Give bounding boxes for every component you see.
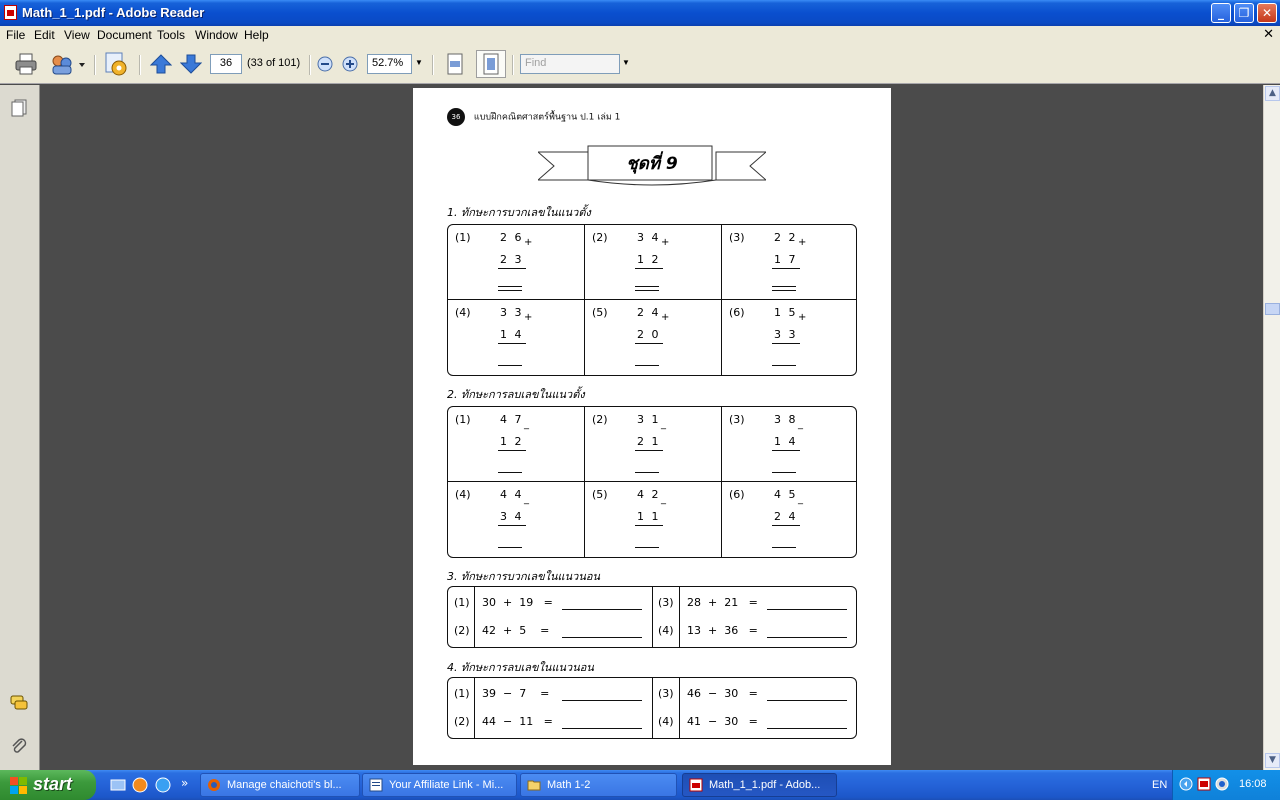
- problem-operand-1: 4 4: [500, 488, 524, 501]
- problem-expression: 28 + 21 =: [687, 596, 758, 609]
- answer-blank[interactable]: [767, 728, 847, 729]
- task-label: Your Affiliate Link - Mi...: [389, 779, 504, 791]
- vertical-scrollbar[interactable]: [1263, 85, 1280, 770]
- answer-line: [635, 286, 659, 287]
- problem-operand-2: 1 2: [635, 253, 663, 269]
- toolbar-separator: [512, 55, 514, 75]
- problem-label: (4): [455, 488, 471, 501]
- problem-label: (5): [592, 306, 608, 319]
- section-2-title: 2. ทักษะการลบเลขในแนวตั้ง: [447, 388, 585, 401]
- problem-operand-1: 1 5: [774, 306, 798, 319]
- section-2-box: [447, 406, 857, 558]
- network-tray-icon[interactable]: [1215, 777, 1229, 791]
- problem-operand-2: 3 4: [498, 510, 526, 526]
- task-adobe-reader[interactable]: [682, 773, 837, 797]
- problem-operator: +: [798, 237, 807, 248]
- fit-width-button[interactable]: [443, 52, 467, 76]
- fit-page-icon: [482, 53, 500, 75]
- find-input[interactable]: Find: [520, 54, 620, 74]
- menu-help[interactable]: Help: [244, 28, 269, 42]
- folder-icon: [527, 778, 541, 792]
- task-label: Math 1-2: [547, 779, 591, 791]
- minimize-button[interactable]: _: [1211, 3, 1231, 23]
- start-label: start: [33, 774, 73, 794]
- problem-operand-1: 2 6: [500, 231, 524, 244]
- adobe-reader-icon: [4, 5, 17, 20]
- find-options-chevron-icon[interactable]: ▼: [622, 58, 630, 67]
- problem-operator: +: [798, 312, 807, 323]
- problem-label: (4): [658, 624, 674, 637]
- problem-cell: [722, 482, 858, 557]
- grid-divider: [474, 587, 475, 647]
- problem-operator: _: [661, 494, 666, 505]
- section-4-title: 4. ทักษะการลบเลขในแนวนอน: [447, 661, 594, 674]
- problem-operand-2: 2 0: [635, 328, 663, 344]
- previous-page-button[interactable]: [149, 52, 173, 76]
- problem-label: (3): [658, 596, 674, 609]
- problem-operator: +: [524, 237, 533, 248]
- toolbar-separator: [309, 55, 311, 75]
- title-bar: [0, 0, 1280, 26]
- comments-icon[interactable]: [10, 694, 28, 712]
- word-document-icon: [369, 778, 383, 792]
- problem-label: (2): [454, 624, 470, 637]
- toolbar: [0, 46, 1280, 84]
- window-title: Math_1_1.pdf - Adobe Reader: [22, 5, 205, 20]
- toolbar-separator: [139, 55, 141, 75]
- problem-expression: 13 + 36 =: [687, 624, 758, 637]
- show-desktop-icon[interactable]: [110, 777, 126, 793]
- answer-line[interactable]: [635, 547, 659, 548]
- task-folder[interactable]: [520, 773, 677, 797]
- problem-operator: _: [798, 419, 803, 430]
- problem-cell: [448, 407, 584, 482]
- problem-operand-1: 4 5: [774, 488, 798, 501]
- quick-launch-chevron[interactable]: »: [181, 776, 189, 790]
- zoom-in-button[interactable]: [341, 52, 359, 76]
- problem-label: (3): [729, 231, 745, 244]
- problem-expression: 46 − 30 =: [687, 687, 758, 700]
- answer-line[interactable]: [772, 472, 796, 473]
- answer-line: [498, 286, 522, 287]
- navigation-pane: [0, 85, 40, 770]
- answer-blank[interactable]: [562, 700, 642, 701]
- problem-operator: +: [661, 237, 670, 248]
- scroll-thumb[interactable]: [1265, 303, 1280, 315]
- menu-edit[interactable]: Edit: [34, 28, 55, 42]
- fit-page-button[interactable]: [476, 50, 506, 78]
- system-tray: [1172, 770, 1280, 800]
- menu-file[interactable]: File: [6, 28, 26, 42]
- problem-operand-2: 3 3: [772, 328, 800, 344]
- answer-blank[interactable]: [562, 728, 642, 729]
- page-header: [447, 108, 620, 126]
- toolbar-separator: [94, 55, 96, 75]
- problem-operand-2: 2 1: [635, 435, 663, 451]
- arrow-up-icon: [150, 53, 172, 75]
- problem-label: (1): [454, 687, 470, 700]
- pdf-page: [413, 88, 891, 765]
- menu-view[interactable]: View: [64, 28, 90, 42]
- windows-flag-icon: [10, 777, 27, 794]
- problem-operand-2: 1 7: [772, 253, 800, 269]
- problem-label: (6): [729, 306, 745, 319]
- problem-cell: [722, 225, 858, 300]
- problem-operator: +: [661, 312, 670, 323]
- problem-operand-2: 2 4: [772, 510, 800, 526]
- problem-label: (1): [455, 413, 471, 426]
- section-4-box: [447, 677, 857, 739]
- problem-operand-1: 2 4: [637, 306, 661, 319]
- answer-line[interactable]: [498, 290, 522, 291]
- task-firefox[interactable]: [200, 773, 360, 797]
- problem-operand-2: 1 4: [772, 435, 800, 451]
- problem-cell: [448, 300, 584, 375]
- task-label: Math_1_1.pdf - Adob...: [709, 779, 821, 791]
- answer-line[interactable]: [635, 365, 659, 366]
- adobe-tray-icon[interactable]: [1197, 777, 1211, 791]
- next-page-button[interactable]: [179, 52, 203, 76]
- section-3-box: [447, 586, 857, 648]
- problem-operand-2: 1 2: [498, 435, 526, 451]
- toolbar-separator: [432, 55, 434, 75]
- problem-operator: +: [524, 312, 533, 323]
- problem-cell: [448, 482, 584, 557]
- zoom-input[interactable]: 52.7%: [367, 54, 412, 74]
- paperclip-icon[interactable]: [10, 737, 28, 755]
- problem-operand-1: 2 2: [774, 231, 798, 244]
- document-close-icon[interactable]: ✕: [1263, 27, 1274, 42]
- problem-cell: [448, 225, 584, 300]
- problem-label: (4): [658, 715, 674, 728]
- attach-settings-button[interactable]: [102, 52, 130, 76]
- menu-document[interactable]: Document: [97, 28, 152, 42]
- header-badge: 36: [447, 108, 465, 126]
- section-3-title: 3. ทักษะการบวกเลขในแนวนอน: [447, 570, 600, 583]
- problem-operand-1: 3 4: [637, 231, 661, 244]
- task-label: Manage chaichoti's bl...: [227, 779, 342, 791]
- grid-divider: [474, 678, 475, 738]
- grid-divider: [679, 587, 680, 647]
- answer-line[interactable]: [772, 290, 796, 291]
- tray-expand-icon[interactable]: [1179, 777, 1193, 791]
- problem-cell: [722, 300, 858, 375]
- problem-label: (2): [592, 413, 608, 426]
- start-button[interactable]: [0, 770, 96, 800]
- problem-operator: _: [798, 494, 803, 505]
- problem-label: (2): [454, 715, 470, 728]
- answer-line[interactable]: [635, 290, 659, 291]
- language-indicator[interactable]: EN: [1152, 779, 1168, 791]
- problem-label: (4): [455, 306, 471, 319]
- answer-blank[interactable]: [767, 700, 847, 701]
- problem-label: (5): [592, 488, 608, 501]
- problem-label: (3): [658, 687, 674, 700]
- answer-blank[interactable]: [562, 637, 642, 638]
- zoom-dropdown-chevron-icon[interactable]: ▼: [415, 58, 423, 67]
- problem-expression: 41 − 30 =: [687, 715, 758, 728]
- problem-operand-1: 3 8: [774, 413, 798, 426]
- people-icon: [50, 53, 86, 75]
- problem-expression: 39 − 7 =: [482, 687, 550, 700]
- answer-line[interactable]: [498, 472, 522, 473]
- problem-operand-2: 2 3: [498, 253, 526, 269]
- arrow-down-icon: [180, 53, 202, 75]
- problem-operand-1: 3 3: [500, 306, 524, 319]
- problem-expression: 44 − 11 =: [482, 715, 553, 728]
- problem-label: (2): [592, 231, 608, 244]
- problem-operand-1: 3 1: [637, 413, 661, 426]
- zoom-out-button[interactable]: [316, 52, 334, 76]
- printer-icon: [14, 53, 38, 75]
- grid-divider: [679, 678, 680, 738]
- problem-cell: [585, 300, 721, 375]
- set-title-banner: [538, 144, 766, 190]
- grid-divider: [652, 678, 653, 738]
- header-text: แบบฝึกคณิตศาสตร์พื้นฐาน ป.1 เล่ม 1: [473, 112, 621, 123]
- gear-document-icon: [103, 52, 129, 76]
- answer-line: [772, 286, 796, 287]
- organizer-button[interactable]: [49, 52, 87, 76]
- scroll-up-arrow-icon[interactable]: ▲: [1265, 86, 1280, 101]
- problem-operator: _: [661, 419, 666, 430]
- close-button[interactable]: ✕: [1257, 3, 1277, 23]
- page-count-label: (33 of 101): [247, 57, 301, 69]
- firefox-icon: [207, 778, 221, 792]
- task-word[interactable]: [362, 773, 517, 797]
- problem-cell: [722, 407, 858, 482]
- fit-width-icon: [446, 53, 464, 75]
- zoom-in-icon: [342, 56, 358, 72]
- zoom-out-icon: [317, 56, 333, 72]
- problem-operator: _: [524, 494, 529, 505]
- menu-tools[interactable]: Tools: [157, 28, 186, 42]
- clock: 16:08: [1239, 778, 1267, 790]
- problem-cell: [585, 225, 721, 300]
- problem-expression: 30 + 19 =: [482, 596, 553, 609]
- problem-expression: 42 + 5 =: [482, 624, 550, 637]
- problem-operand-1: 4 7: [500, 413, 524, 426]
- answer-blank[interactable]: [767, 637, 847, 638]
- section-1-title: 1. ทักษะการบวกเลขในแนวตั้ง: [447, 206, 591, 219]
- answer-line[interactable]: [498, 547, 522, 548]
- problem-operand-1: 4 2: [637, 488, 661, 501]
- problem-operand-2: 1 4: [498, 328, 526, 344]
- problem-operand-2: 1 1: [635, 510, 663, 526]
- internet-explorer-icon[interactable]: [155, 777, 171, 793]
- problem-label: (1): [454, 596, 470, 609]
- menu-bar: [0, 26, 1280, 46]
- maximize-button[interactable]: ❐: [1234, 3, 1254, 23]
- problem-cell: [585, 482, 721, 557]
- print-button[interactable]: [12, 52, 40, 76]
- scroll-down-arrow-icon[interactable]: ▼: [1265, 753, 1280, 768]
- problem-label: (6): [729, 488, 745, 501]
- answer-line[interactable]: [635, 472, 659, 473]
- answer-line[interactable]: [772, 547, 796, 548]
- problem-label: (3): [729, 413, 745, 426]
- pages-icon[interactable]: [10, 99, 28, 117]
- section-1-box: [447, 224, 857, 376]
- avast-icon[interactable]: [132, 777, 148, 793]
- grid-divider: [652, 587, 653, 647]
- problem-label: (1): [455, 231, 471, 244]
- answer-blank[interactable]: [562, 609, 642, 610]
- set-title: ชุดที่ 9: [626, 154, 678, 174]
- problem-cell: [585, 407, 721, 482]
- answer-line[interactable]: [772, 365, 796, 366]
- page-number-input[interactable]: 36: [210, 54, 242, 74]
- answer-blank[interactable]: [767, 609, 847, 610]
- problem-operator: _: [524, 419, 529, 430]
- menu-window[interactable]: Window: [195, 28, 238, 42]
- pdf-icon: [689, 778, 703, 792]
- answer-line[interactable]: [498, 365, 522, 366]
- taskbar: [0, 770, 1280, 800]
